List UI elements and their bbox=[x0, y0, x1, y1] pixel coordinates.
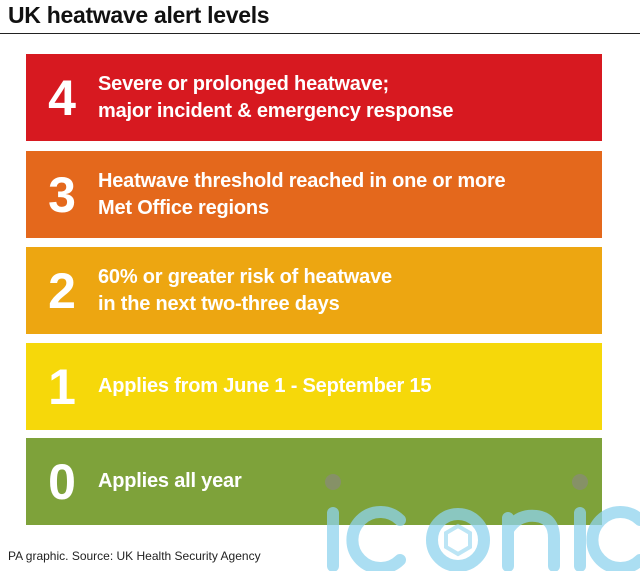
title-divider bbox=[0, 33, 640, 34]
alert-level-1 bbox=[26, 343, 602, 430]
source-credit: PA graphic. Source: UK Health Security Agency bbox=[8, 549, 261, 563]
level-number: 2 bbox=[48, 262, 76, 319]
level-description-line: in the next two-three days bbox=[98, 292, 340, 315]
alert-level-3 bbox=[26, 151, 602, 238]
level-description-line: 60% or greater risk of heatwave bbox=[98, 265, 392, 288]
level-number: 0 bbox=[48, 453, 76, 510]
level-number: 3 bbox=[48, 166, 76, 223]
level-description-line: Severe or prolonged heatwave; bbox=[98, 72, 389, 95]
level-description bbox=[98, 264, 392, 318]
level-number: 4 bbox=[48, 69, 76, 126]
level-description-line: Applies all year bbox=[98, 470, 242, 492]
page-title: UK heatwave alert levels bbox=[8, 2, 270, 28]
level-description bbox=[98, 468, 242, 495]
level-description-line: Met Office regions bbox=[98, 196, 269, 219]
level-description-line: major incident & emergency response bbox=[98, 99, 454, 122]
level-description-line: Heatwave threshold reached in one or more bbox=[98, 169, 506, 192]
alert-level-0 bbox=[26, 438, 602, 525]
level-description-line: Applies from June 1 - September 15 bbox=[98, 375, 432, 397]
alert-level-4 bbox=[26, 54, 602, 141]
level-number: 1 bbox=[48, 358, 76, 415]
level-description bbox=[98, 373, 431, 400]
level-description bbox=[98, 71, 453, 125]
alert-level-2 bbox=[26, 247, 602, 334]
level-description bbox=[98, 168, 505, 222]
